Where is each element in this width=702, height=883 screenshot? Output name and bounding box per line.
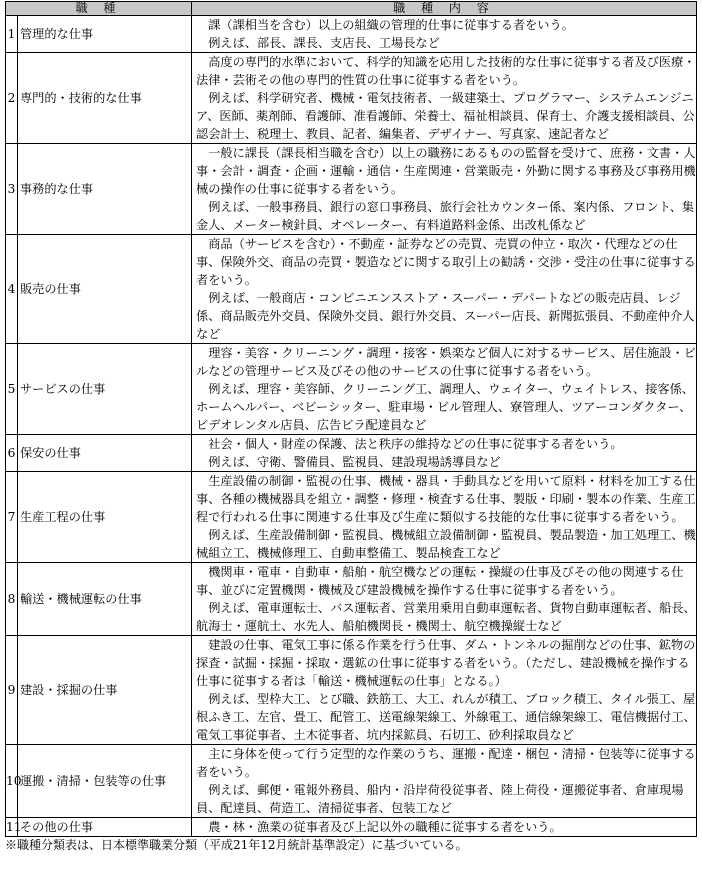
row-number: 6: [6, 435, 18, 472]
occupation-name: 管理的な仕事: [18, 16, 192, 53]
row-number: 2: [6, 53, 18, 144]
table-body: [6, 16, 697, 837]
occupation-description: [192, 636, 697, 745]
row-number: 7: [6, 472, 18, 563]
table-row: [6, 435, 697, 472]
footnote: ※職種分類表は、日本標準職業分類（平成21年12月統計基準設定）に基づいている。: [5, 838, 468, 852]
table-row: [6, 472, 697, 563]
occupation-name: 運搬・清掃・包装等の仕事: [18, 745, 192, 818]
definition-text: 商品（サービスを含む）・不動産・証券などの売買、売買の仲立・取次・代理などの仕事、保険外交、商品の売買・製造などに関する取引上の勧誘・交渉・受注の仕事に従事する者をいう。: [196, 237, 696, 287]
occupation-description: [192, 435, 697, 472]
examples-text: 例えば、一般商店・コンビニエンスストア・スーパー・デパートなどの販売店員、レジ係、商品販売外交員、保険外交員、銀行外交員、スーパー店長、新聞拡張員、不動産仲介人など: [196, 291, 695, 341]
examples-text: 例えば、一般事務員、銀行の窓口事務員、旅行会社カウンター係、案内係、フロント、集金人、メーター検針員、オペレーター、有料道路料金係、出改札係など: [196, 200, 695, 232]
examples-text: 例えば、守衛、警備員、監視員、建設現場誘導員など: [208, 455, 501, 469]
occupation-description: [192, 563, 697, 636]
occupation-name: 専門的・技術的な仕事: [18, 53, 192, 144]
table-row: [6, 344, 697, 435]
definition-text: 理容・美容・クリーニング・調理・接客・娯楽など個人に対するサービス、居住施設・ビルなどの管理サービス及びその他のサービスの仕事に従事する者をいう。: [196, 346, 696, 378]
table-row: [6, 53, 697, 144]
definition-text: 高度の専門的水準において、科学的知識を応用した技術的な仕事に従事する者及び医療・法律・芸術その他の専門的性質の仕事に従事する者をいう。: [196, 55, 696, 87]
occupation-name: サービスの仕事: [18, 344, 192, 435]
definition-text: 機関車・電車・自動車・船舶・航空機などの運転・操縦の仕事及びその他の関連する仕事、並びに定置機関・機械及び建設機械を操作する仕事に従事する者をいう。: [196, 565, 684, 597]
definition-text: 一般に課長（課長相当職を含む）以上の職務にあるものの監督を受けて、庶務・文書・人事・会計・調査・企画・運輸・通信・生産関連・営業販売・外勤に関する事務及び事務用機械の操作の仕事に従事する者をいう。: [196, 146, 696, 196]
definition-text: 建設の仕事、電気工事に係る作業を行う仕事、ダム・トンネルの掘削などの仕事、鉱物の探査・試掘・採掘・採取・選鉱の仕事に従事する者をいう。（ただし、建設機械を操作する仕事に従事する者は「輸送・機械運転の仕事」となる。）: [196, 638, 696, 688]
occupation-name: 生産工程の仕事: [18, 472, 192, 563]
occupation-description: [192, 745, 697, 818]
table-row: [6, 16, 697, 53]
table-row: [6, 235, 697, 344]
row-number: 9: [6, 636, 18, 745]
row-number: 4: [6, 235, 18, 344]
occupation-name: その他の仕事: [18, 818, 192, 837]
table: [5, 1, 697, 837]
row-number: 3: [6, 144, 18, 235]
examples-text: 例えば、郵便・電報外務員、船内・沿岸荷役従事者、陸上荷役・運搬従事者、倉庫現場員、配達員、荷造工、清掃従事者、包装工など: [196, 783, 684, 815]
table-header-row: [6, 2, 697, 16]
table-row: [6, 636, 697, 745]
header-occupation: 職 種: [6, 2, 192, 16]
examples-text: 例えば、理容・美容師、クリーニング工、調理人、ウェイター、ウェイトレス、接客係、ホームヘルパー、ベビーシッター、駐車場・ビル管理人、寮管理人、ツアーコンダクター、ビデオレンタル店員、広告ビラ配達員など: [196, 382, 694, 432]
occupation-description: [192, 53, 697, 144]
definition-text: 主に身体を使って行う定型的な作業のうち、運搬・配達・梱包・清掃・包装等に従事する者をいう。: [196, 747, 696, 779]
definition-text: 社会・個人・財産の保護、法と秩序の維持などの仕事に従事する者をいう。: [208, 437, 623, 451]
definition-text: 生産設備の制御・監視の仕事、機械・器具・手動具などを用いて原料・材料を加工する仕事、各種の機械器具を組立・調整・修理・検査する仕事、製版・印刷・製本の作業、生産工程で行われる仕事に関連する仕事及び生産に類似する技能的な仕事に従事する者をいう。: [196, 474, 696, 524]
definition-text: 農・林・漁業の従事者及び上記以外の職種に従事する者をいう。: [208, 820, 562, 834]
row-number: 8: [6, 563, 18, 636]
table-row: [6, 745, 697, 818]
table-row: [6, 144, 697, 235]
row-number: 10: [6, 745, 18, 818]
occupation-description: [192, 144, 697, 235]
examples-text: 例えば、型枠大工、とび職、鉄筋工、大工、れんが積工、ブロック積工、タイル張工、屋根ふき工、左官、畳工、配管工、送電線架線工、外線電工、通信線架線工、電信機据付工、電気工事従事者、土木従事者、坑内採鉱員、石切工、砂利採取員など: [196, 692, 696, 742]
occupation-description: [192, 472, 697, 563]
examples-text: 例えば、電車運転士、バス運転者、営業用乗用自動車運転者、貨物自動車運転者、船長、航海士・運航士、水先人、船舶機関長・機関士、航空機操縦士など: [196, 601, 696, 633]
row-number: 1: [6, 16, 18, 53]
occupation-description: [192, 818, 697, 837]
examples-text: 例えば、部長、課長、支店長、工場長など: [208, 36, 440, 50]
table-row: [6, 563, 697, 636]
occupation-name: 輸送・機械運転の仕事: [18, 563, 192, 636]
occupation-description: [192, 344, 697, 435]
table-row: [6, 818, 697, 837]
occupation-name: 販売の仕事: [18, 235, 192, 344]
row-number: 11: [6, 818, 18, 837]
occupation-description: [192, 235, 697, 344]
header-content: 職 種 内 容: [192, 2, 697, 16]
definition-text: 課（課相当を含む）以上の組織の管理的仕事に従事する者をいう。: [208, 18, 574, 32]
examples-text: 例えば、科学研究者、機械・電気技術者、一級建築士、プログラマー、システムエンジニア、医師、薬剤師、看護師、准看護師、栄養士、福祉相談員、保育士、介護支援相談員、公認会計士、税理士、教員、記者、編集者、デザイナー、写真家、速記者など: [196, 91, 695, 141]
occupation-name: 保安の仕事: [18, 435, 192, 472]
occupation-classification-table: [5, 1, 696, 853]
occupation-description: [192, 16, 697, 53]
examples-text: 例えば、生産設備制御・監視員、機械組立設備制御・監視員、製品製造・加工処理工、機械組立工、機械修理工、自動車整備工、製品検査工など: [196, 528, 696, 560]
row-number: 5: [6, 344, 18, 435]
occupation-name: 建設・採掘の仕事: [18, 636, 192, 745]
occupation-name: 事務的な仕事: [18, 144, 192, 235]
